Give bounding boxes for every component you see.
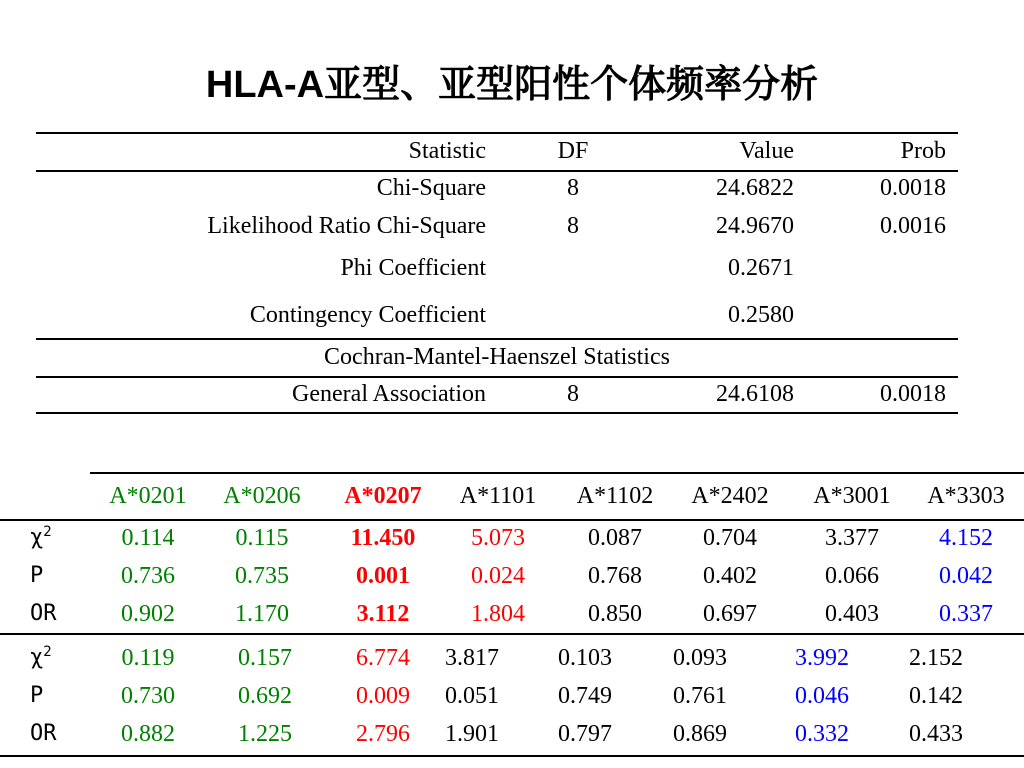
table-cell: 6.774 bbox=[356, 645, 410, 671]
stat-df: 8 bbox=[567, 175, 579, 201]
chi-symbol: χ bbox=[30, 525, 44, 550]
chi-square-superscript: 2 bbox=[43, 524, 52, 540]
table-cell: 0.704 bbox=[703, 525, 757, 551]
stat-value: 0.2580 bbox=[728, 302, 794, 328]
table-cell: 0.115 bbox=[235, 525, 289, 551]
allele-column-header: A*1102 bbox=[576, 483, 654, 509]
table-cell: 1.170 bbox=[235, 601, 289, 627]
row-label-or: OR bbox=[30, 721, 57, 746]
stat-value: 24.6108 bbox=[716, 381, 794, 407]
table-cell: 0.402 bbox=[703, 563, 757, 589]
allele-column-header: A*2402 bbox=[691, 483, 769, 509]
stat-name: Phi Coefficient bbox=[340, 255, 486, 281]
stats-bottom-rule bbox=[36, 412, 958, 414]
table-cell: 2.796 bbox=[356, 721, 410, 747]
row-label-or: OR bbox=[30, 601, 57, 626]
table-cell: 1.901 bbox=[445, 721, 499, 747]
stats-header-value: Value bbox=[739, 138, 794, 164]
table-cell: 0.768 bbox=[588, 563, 642, 589]
table-cell: 0.882 bbox=[121, 721, 175, 747]
chi-square-superscript: 2 bbox=[43, 644, 52, 660]
table-cell: 0.902 bbox=[121, 601, 175, 627]
table-cell: 0.869 bbox=[673, 721, 727, 747]
stats-header-rule bbox=[36, 170, 958, 172]
allele-group-rule bbox=[0, 633, 1024, 635]
table-cell: 0.009 bbox=[356, 683, 410, 709]
allele-column-header: A*0207 bbox=[344, 483, 422, 509]
chi-symbol: χ bbox=[30, 645, 44, 670]
stat-value: 24.6822 bbox=[716, 175, 794, 201]
table-cell: 3.112 bbox=[356, 601, 410, 627]
table-cell: 1.804 bbox=[471, 601, 525, 627]
row-label-chi-square bbox=[30, 523, 80, 553]
table-cell: 0.850 bbox=[588, 601, 642, 627]
table-cell: 0.697 bbox=[703, 601, 757, 627]
stats-header-prob: Prob bbox=[900, 138, 946, 164]
allele-header-rule bbox=[0, 519, 1024, 521]
stat-prob: 0.0018 bbox=[880, 175, 946, 201]
stat-name: Likelihood Ratio Chi-Square bbox=[207, 213, 486, 239]
table-cell: 0.433 bbox=[909, 721, 963, 747]
allele-column-header: A*1101 bbox=[459, 483, 537, 509]
stat-name: Contingency Coefficient bbox=[249, 302, 486, 328]
allele-column-header: A*3001 bbox=[813, 483, 891, 509]
table-cell: 0.024 bbox=[471, 563, 525, 589]
table-cell: 0.337 bbox=[939, 601, 993, 627]
table-cell: 0.046 bbox=[795, 683, 849, 709]
row-label-p: P bbox=[30, 563, 44, 588]
table-cell: 5.073 bbox=[471, 525, 525, 551]
table-cell: 0.142 bbox=[909, 683, 963, 709]
table-cell: 0.119 bbox=[121, 645, 175, 671]
table-cell: 3.992 bbox=[795, 645, 849, 671]
table-cell: 0.066 bbox=[825, 563, 879, 589]
allele-column-header: A*0201 bbox=[109, 483, 187, 509]
stat-value: 24.9670 bbox=[716, 213, 794, 239]
stat-name: General Association bbox=[292, 381, 486, 407]
table-cell: 1.225 bbox=[238, 721, 292, 747]
table-cell: 0.114 bbox=[121, 525, 175, 551]
row-label-p: P bbox=[30, 683, 44, 708]
table-cell: 0.736 bbox=[121, 563, 175, 589]
table-cell: 0.051 bbox=[445, 683, 499, 709]
stat-value: 0.2671 bbox=[728, 255, 794, 281]
allele-column-header: A*3303 bbox=[927, 483, 1005, 509]
stats-cmh-rule bbox=[36, 376, 958, 378]
stats-top-rule bbox=[36, 132, 958, 134]
table-cell: 11.450 bbox=[350, 525, 416, 551]
stats-header-statistic: Statistic bbox=[408, 138, 486, 164]
table-cell: 0.093 bbox=[673, 645, 727, 671]
table-cell: 0.761 bbox=[673, 683, 727, 709]
table-cell: 3.817 bbox=[445, 645, 499, 671]
allele-column-header: A*0206 bbox=[223, 483, 301, 509]
row-label-chi-square bbox=[30, 643, 80, 673]
table-cell: 0.797 bbox=[558, 721, 612, 747]
table-cell: 0.403 bbox=[825, 601, 879, 627]
table-cell: 0.157 bbox=[238, 645, 292, 671]
table-cell: 0.001 bbox=[356, 563, 410, 589]
cmh-section-title: Cochran-Mantel-Haenszel Statistics bbox=[324, 344, 670, 370]
stat-df: 8 bbox=[567, 213, 579, 239]
table-cell: 0.730 bbox=[121, 683, 175, 709]
table-cell: 0.735 bbox=[235, 563, 289, 589]
table-cell: 0.692 bbox=[238, 683, 292, 709]
stat-df: 8 bbox=[567, 381, 579, 407]
page-title: HLA-A亚型、亚型阳性个体频率分析 bbox=[205, 64, 819, 106]
table-cell: 0.749 bbox=[558, 683, 612, 709]
stat-name: Chi-Square bbox=[376, 175, 486, 201]
table-cell: 0.332 bbox=[795, 721, 849, 747]
stats-header-df: DF bbox=[557, 138, 589, 164]
table-cell: 0.042 bbox=[939, 563, 993, 589]
stats-section-rule bbox=[36, 338, 958, 340]
stat-prob: 0.0016 bbox=[880, 213, 946, 239]
stat-prob: 0.0018 bbox=[880, 381, 946, 407]
table-cell: 0.087 bbox=[588, 525, 642, 551]
table-cell: 2.152 bbox=[909, 645, 963, 671]
table-cell: 3.377 bbox=[825, 525, 879, 551]
table-cell: 0.103 bbox=[558, 645, 612, 671]
allele-top-rule bbox=[90, 472, 1024, 474]
allele-bottom-rule bbox=[0, 755, 1024, 757]
table-cell: 4.152 bbox=[939, 525, 993, 551]
